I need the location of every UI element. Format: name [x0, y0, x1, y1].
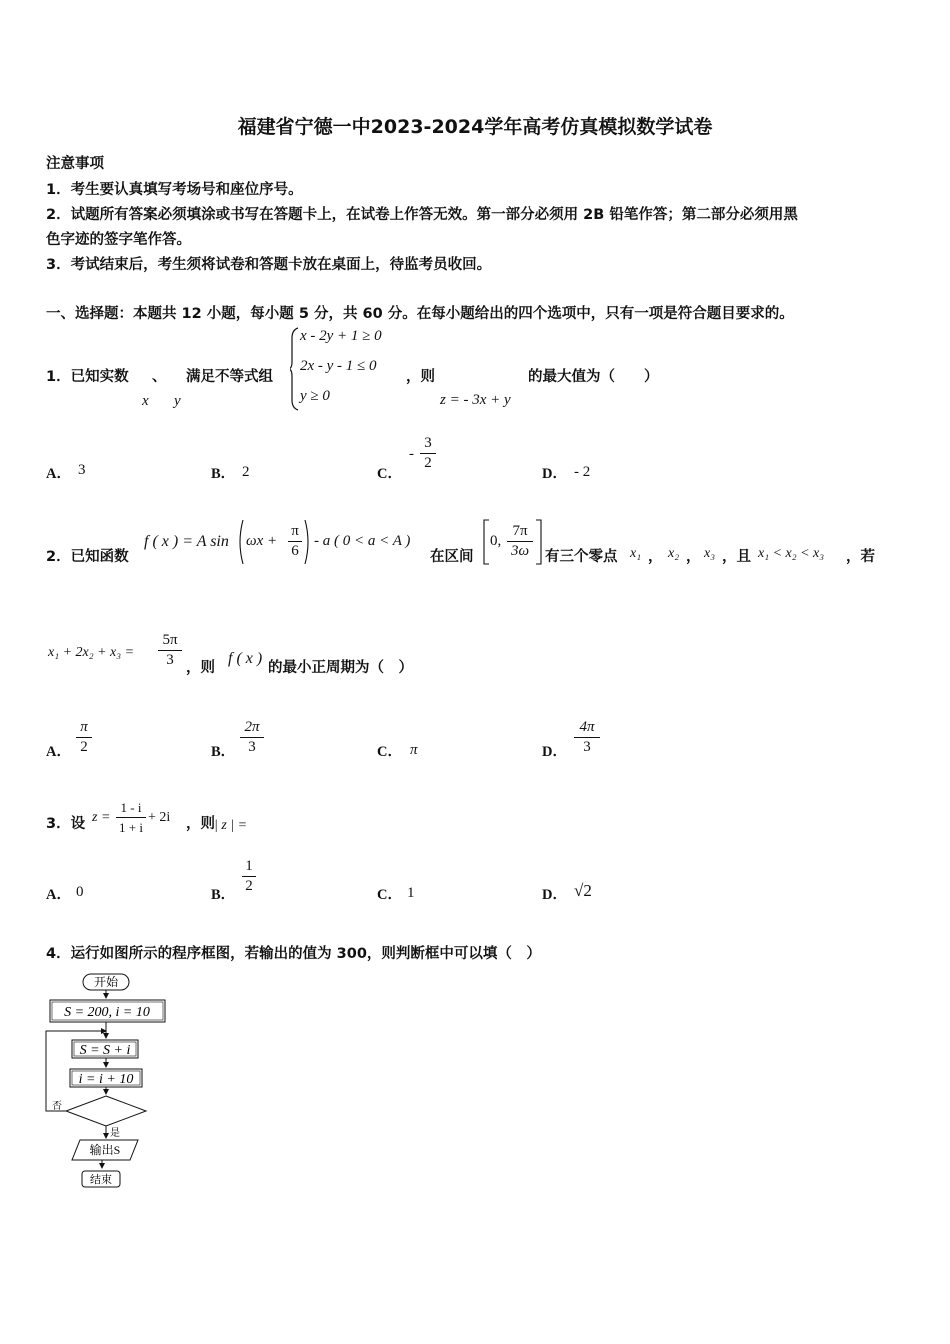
q1-option-c-fraction	[420, 434, 436, 473]
q3-fraction	[116, 798, 146, 837]
flow-no-label: 否	[52, 1101, 62, 1112]
q2-paren-right	[304, 518, 312, 566]
flow-step-2-label: i = i + 10	[78, 1072, 134, 1087]
q1-option-b-label: B．	[211, 466, 236, 482]
q2-pi: π	[291, 523, 299, 539]
q3-option-b-label: B．	[211, 887, 236, 903]
q2-zero-x1: x₁	[630, 546, 642, 561]
q2-bracket-left	[482, 518, 490, 566]
q2-condition-fraction	[158, 631, 182, 670]
q2-text-2: 在区间	[430, 549, 474, 565]
notice-heading: 注意事项	[46, 156, 104, 172]
flow-step-1-label: S = S + i	[79, 1043, 131, 1058]
q2-order: x₁ < x₂ < x₃	[758, 546, 825, 561]
q3-plus: + 2i	[148, 810, 171, 825]
q1-option-d-label: D．	[542, 466, 567, 482]
q3-option-b-num: 1	[245, 858, 253, 874]
q3-option-d-label: D．	[542, 887, 567, 903]
q2-text-7: 的最小正周期为（ ）	[268, 660, 413, 676]
q2-interval-end	[507, 522, 533, 561]
q2-fx: f ( x )	[228, 650, 263, 667]
q2-zero-x3: x₃	[704, 546, 716, 561]
q2-option-c-value: π	[410, 742, 418, 758]
q2-option-b-den: 3	[240, 737, 264, 757]
q3-text-2: ，则	[186, 816, 215, 832]
q1-var-y: y	[174, 393, 181, 409]
q2-option-d-value	[574, 718, 600, 757]
notice-item-3: 3．考试结束后，考生须将试卷和答题卡放在桌面上，待监考员收回。	[46, 257, 492, 273]
q4-text: 4．运行如图所示的程序框图，若输出的值为 300，则判断框中可以填（ ）	[46, 946, 541, 962]
q1-var-x: x	[142, 393, 149, 409]
q2-option-d-num: 4π	[579, 719, 595, 735]
notice-item-2-cont: 色字迹的签字笔作答。	[46, 232, 191, 248]
q2-function: f ( x ) = A sin	[144, 533, 229, 550]
q1-option-c-den: 2	[420, 453, 436, 473]
q2-six: 6	[288, 541, 302, 561]
q2-option-b-num: 2π	[244, 719, 260, 735]
q2-text-6: ，则	[186, 660, 215, 676]
q3-num: 1 - i	[120, 800, 142, 815]
q2-option-d-den: 3	[574, 737, 600, 757]
q1-option-b-value: 2	[242, 464, 250, 480]
q2-interval-den: 3ω	[507, 541, 533, 561]
q3-z: z =	[92, 810, 111, 825]
notice-item-2: 2．试题所有答案必须填涂或书写在答题卡上，在试卷上作答无效。第一部分必须用 2B 铅笔作答；第二部分必须用黑	[46, 207, 798, 223]
q1-text-1: 1．已知实数	[46, 369, 129, 385]
q1-text-5: 的最大值为（ ）	[528, 369, 659, 385]
q2-condition: x₁ + 2x₂ + x₃ =	[48, 645, 135, 660]
notice-item-1: 1．考生要认真填写考场号和座位序号。	[46, 182, 303, 198]
q2-option-c-label: C．	[377, 744, 402, 760]
q2-option-d-label: D．	[542, 744, 567, 760]
q1-option-a-value: 3	[78, 462, 86, 478]
q3-option-c-value: 1	[407, 885, 415, 901]
q2-option-a-value	[76, 718, 92, 757]
q1-option-a-label: A．	[46, 466, 71, 482]
q1-system-line-3: y ≥ 0	[300, 388, 330, 404]
flow-decision-node	[66, 1096, 146, 1126]
q3-option-d-value: √2	[574, 881, 592, 900]
q2-option-a-den: 2	[76, 737, 92, 757]
q2-option-a-label: A．	[46, 744, 71, 760]
q2-option-b-label: B．	[211, 744, 236, 760]
flow-end-label: 结束	[90, 1174, 112, 1186]
q2-function-tail: - a ( 0 < a < A )	[314, 533, 411, 549]
q1-text-2: 、	[152, 369, 167, 385]
q2-condition-den: 3	[158, 650, 182, 670]
q2-option-a-num: π	[80, 719, 88, 735]
flow-output-label: 输出S	[89, 1143, 121, 1157]
flow-init-label: S = 200, i = 10	[64, 1005, 150, 1020]
q3-option-b-value	[242, 857, 256, 896]
q1-text-3: 满足不等式组	[186, 369, 273, 385]
q2-function-arg: ωx +	[246, 533, 278, 549]
page-title: 福建省宁德一中2023-2024学年高考仿真模拟数学试卷	[237, 116, 713, 138]
q4-flowchart	[40, 968, 180, 1198]
q3-den: 1 + i	[116, 817, 146, 837]
flow-start-label: 开始	[93, 975, 119, 989]
q1-system-line-1: x - 2y + 1 ≥ 0	[300, 328, 382, 344]
q2-option-b-value	[240, 718, 264, 757]
q3-option-a-value: 0	[76, 884, 84, 900]
q3-option-a-label: A．	[46, 887, 71, 903]
q2-text-3: 有三个零点	[545, 549, 618, 565]
q1-option-c-sign: -	[409, 446, 414, 462]
q3-abs: | z | =	[214, 818, 248, 833]
q1-text-4: ，则	[406, 369, 435, 385]
section-heading: 一、选择题：本题共 12 小题，每小题 5 分，共 60 分。在每小题给出的四个选项中，只有一项是符合题目要求的。	[46, 306, 794, 322]
q1-option-d-value: - 2	[574, 464, 591, 480]
q1-objective: z = - 3x + y	[440, 392, 511, 408]
q2-text-5: ，若	[846, 549, 875, 565]
q1-option-c-num: 3	[424, 435, 432, 451]
q1-option-c-label: C．	[377, 466, 402, 482]
q2-condition-num: 5π	[162, 632, 178, 648]
q2-bracket-right	[535, 518, 543, 566]
q2-text-4: ，且	[722, 549, 751, 565]
q2-interval-num: 7π	[512, 523, 528, 539]
flow-yes-label: 是	[110, 1128, 120, 1139]
q2-zero-x2: x₂	[668, 546, 680, 561]
q1-brace	[290, 326, 300, 412]
q3-option-b-den: 2	[242, 876, 256, 896]
q3-text-1: 3．设	[46, 816, 86, 832]
q2-paren-left	[236, 518, 244, 566]
q2-interval-start: 0,	[490, 533, 502, 549]
q3-option-c-label: C．	[377, 887, 402, 903]
q2-pi-over-6	[288, 522, 302, 561]
q2-text-1: 2．已知函数	[46, 549, 129, 565]
q1-system-line-2: 2x - y - 1 ≤ 0	[300, 358, 377, 374]
